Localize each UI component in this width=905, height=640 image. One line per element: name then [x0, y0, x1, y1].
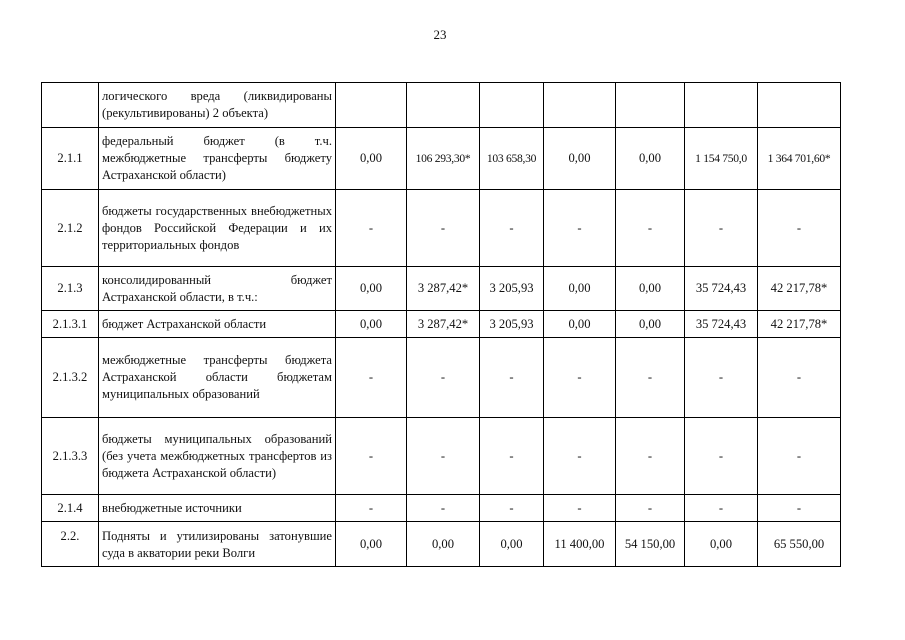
value-cell: 103 658,30: [480, 128, 544, 190]
table-row: [42, 128, 841, 190]
row-description: федеральный бюджет (в т.ч. межбюджетные трансферты бюджету Астраханской области): [99, 128, 336, 190]
value-cell: -: [685, 190, 758, 267]
value-cell: 0,00: [336, 128, 407, 190]
value-cell: -: [480, 190, 544, 267]
value-cell: 42 217,78*: [758, 311, 841, 338]
value-cell: -: [336, 418, 407, 495]
value-cell: 0,00: [544, 128, 616, 190]
value-cell: 0,00: [685, 522, 758, 567]
value-cell: -: [616, 418, 685, 495]
value-cell: 1 364 701,60*: [758, 128, 841, 190]
table-row: [42, 418, 841, 495]
row-description: бюджеты государственных внебюджетных фондов Российской Федерации и их территориальных фондов: [99, 190, 336, 267]
value-cell: -: [616, 495, 685, 522]
table-row: [42, 311, 841, 338]
table-row: [42, 495, 841, 522]
value-cell: 3 205,93: [480, 311, 544, 338]
row-description: консолидированный бюджет Астраханской области, в т.ч.:: [99, 267, 336, 311]
row-description: Подняты и утилизированы затонувшие суда в акватории реки Волги: [99, 522, 336, 567]
value-cell: -: [685, 495, 758, 522]
value-cell: -: [758, 190, 841, 267]
row-number: 2.1.1: [42, 128, 99, 190]
value-cell: 106 293,30*: [407, 128, 480, 190]
value-cell: 3 287,42*: [407, 267, 480, 311]
row-number: [42, 83, 99, 128]
value-cell: 0,00: [616, 311, 685, 338]
value-cell: -: [616, 190, 685, 267]
row-number: 2.1.3.1: [42, 311, 99, 338]
value-cell: 11 400,00: [544, 522, 616, 567]
value-cell: [480, 83, 544, 128]
value-cell: 0,00: [616, 267, 685, 311]
value-cell: 0,00: [544, 267, 616, 311]
value-cell: -: [336, 338, 407, 418]
value-cell: [616, 83, 685, 128]
table-row: [42, 190, 841, 267]
value-cell: -: [407, 190, 480, 267]
value-cell: 65 550,00: [758, 522, 841, 567]
value-cell: -: [480, 418, 544, 495]
value-cell: 0,00: [336, 267, 407, 311]
value-cell: [407, 83, 480, 128]
value-cell: -: [336, 190, 407, 267]
row-description: бюджеты муниципальных образований (без учета межбюджетных трансфертов из бюджета Астраханской области): [99, 418, 336, 495]
value-cell: 3 287,42*: [407, 311, 480, 338]
value-cell: [544, 83, 616, 128]
value-cell: -: [616, 338, 685, 418]
value-cell: -: [407, 495, 480, 522]
value-cell: 54 150,00: [616, 522, 685, 567]
row-description: межбюджетные трансферты бюджета Астраханской области бюджетам муниципальных образований: [99, 338, 336, 418]
value-cell: 0,00: [407, 522, 480, 567]
value-cell: 0,00: [544, 311, 616, 338]
value-cell: -: [685, 418, 758, 495]
value-cell: 35 724,43: [685, 267, 758, 311]
row-number: 2.1.4: [42, 495, 99, 522]
table-row: [42, 83, 841, 128]
value-cell: -: [544, 190, 616, 267]
value-cell: [685, 83, 758, 128]
value-cell: [758, 83, 841, 128]
value-cell: -: [480, 495, 544, 522]
value-cell: -: [407, 338, 480, 418]
value-cell: 0,00: [336, 311, 407, 338]
row-description: логического вреда (ликвидированы (рекультивированы) 2 объекта): [99, 83, 336, 128]
value-cell: 0,00: [336, 522, 407, 567]
value-cell: 0,00: [480, 522, 544, 567]
row-number: 2.1.3.3: [42, 418, 99, 495]
row-description: внебюджетные источники: [99, 495, 336, 522]
budget-table: [41, 82, 841, 567]
value-cell: [336, 83, 407, 128]
row-number: 2.1.3.2: [42, 338, 99, 418]
value-cell: -: [407, 418, 480, 495]
value-cell: -: [685, 338, 758, 418]
value-cell: -: [544, 495, 616, 522]
row-number: 2.1.2: [42, 190, 99, 267]
value-cell: -: [758, 418, 841, 495]
row-description: бюджет Астраханской области: [99, 311, 336, 338]
value-cell: -: [336, 495, 407, 522]
value-cell: -: [544, 338, 616, 418]
value-cell: -: [480, 338, 544, 418]
table-row: [42, 522, 841, 567]
value-cell: -: [758, 338, 841, 418]
table-row: [42, 338, 841, 418]
row-number: 2.2.: [42, 522, 99, 567]
value-cell: 3 205,93: [480, 267, 544, 311]
row-number: 2.1.3: [42, 267, 99, 311]
value-cell: 35 724,43: [685, 311, 758, 338]
value-cell: -: [544, 418, 616, 495]
table-row: [42, 267, 841, 311]
page-number: 23: [433, 27, 447, 42]
value-cell: 1 154 750,0: [685, 128, 758, 190]
value-cell: -: [758, 495, 841, 522]
value-cell: 42 217,78*: [758, 267, 841, 311]
value-cell: 0,00: [616, 128, 685, 190]
